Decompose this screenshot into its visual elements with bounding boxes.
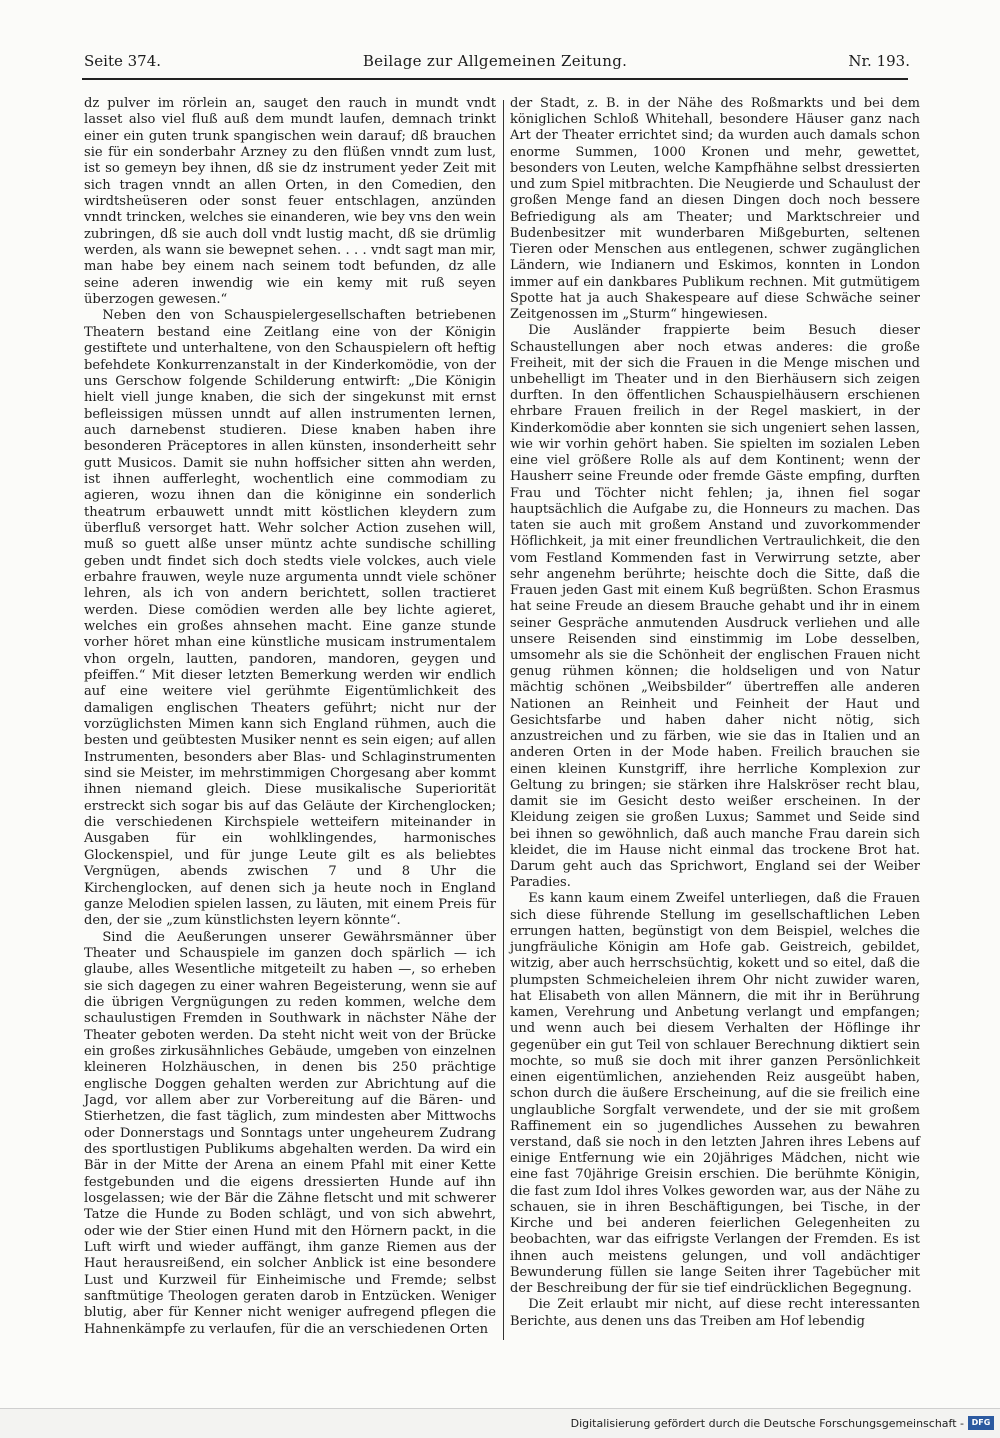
dfg-logo-icon: DFG <box>968 1416 994 1430</box>
right-paragraph-1: der Stadt, z. B. in der Nähe des Roßmarkts und bei dem königlichen Schloß Whitehall, besondere Häuser ganz nach Art der Theater errichtet sind; da wurden auch damals schon enorme Summen, 1000 Kronen und mehr, gewettet, besonders von Leuten, welche Kampfhähne selbst dressierten und zum Spiel mitbrachten. Die Neugierde und Schaulust der großen Menge fand an diesen Dingen doch noch bessere Befriedigung als am Theater; und Marktschreier und Budenbesitzer mit wunderbaren Mißgeburten, seltenen Tieren oder Menschen aus entlegenen, schwer zugänglichen Ländern, wie Indianern und Eskimos, konnten in London immer auf ein dankbares Publikum rechnen. Mit gutmütigem Spotte hat ja auch Shakespeare auf diese Schwäche seiner Zeitgenossen im „Sturm“ hingewiesen. <box>510 96 920 323</box>
funding-credit: Digitalisierung gefördert durch die Deutsche Forschungsgemeinschaft - <box>570 1417 964 1430</box>
left-paragraph-1: dz pulver im rörlein an, sauget den rauch in mundt vndt lasset also viel fluß auß dem mundt laufen, demnach trinkt einer ein guten trunk spangischen wein darauf; dß brauchen sie für ein sonderbahr Arzney zu den flüßen vnndt zum lust, ist so gemeyn bey ihnen, dß sie dz instrument yeder Zeit mit sich tragen vnndt an allen Orten, in den Comedien, den wirdtsheüseren oder sonst feuer entschlagen, anzünden vnndt trincken, welches sie einanderen, wie bey vns den wein zubringen, dß sie auch doll vndt lustig macht, dß sie drümlig werden, als wann sie bewepnet sehen. . . . vndt sagt man mir, man habe bey einem nach seinem todt befunden, dz alle seine aderen inwendig wie ein kemy mit ruß seyen überzogen gewesen.“ <box>84 96 496 308</box>
right-paragraph-2: Die Ausländer frappierte beim Besuch dieser Schaustellungen aber noch etwas anderes: die große Freiheit, mit der sich die Frauen in die Menge mischen und unbehelligt im Theater und in den Bierhäusern sich zeigen durften. In den öffentlichen Schauspielhäusern erschienen ehrbare Frauen freilich in der Regel maskiert, in der Kinderkomödie aber konnten sie sich ungeniert sehen lassen, wie wir vorhin gehört haben. Sie spielten im sozialen Leben eine viel größere Rolle als auf dem Kontinent; wenn der Hausherr seine Freunde oder fremde Gäste empfing, durften Frau und Töchter nicht fehlen; ja, ihnen fiel sogar hauptsächlich die Aufgabe zu, die Honneurs zu machen. Das taten sie auch mit großem Anstand und zuvorkommender Höflichkeit, ja mit einer freundlichen Vertraulichkeit, die den vom Festland Kommenden fast in Verwirrung setzte, aber sehr angenehm berührte; heischte doch die Sitte, daß die Frauen jeden Gast mit einem Kuß begrüßten. Schon Erasmus hat seine Freude an diesem Brauche gehabt und ihr in einem seiner Gespräche anmutenden Ausdruck verliehen und alle unsere Reisenden sind einstimmig im Lobe desselben, umsomehr als sie die Schönheit der englischen Frauen nicht genug rühmen können; die holdseligen und von Natur mächtig schönen „Weibsbilder“ übertreffen alle anderen Nationen an Reinheit und Feinheit der Haut und Gesichtsfarbe und haben daher nicht nötig, sich anzustreichen und zu färben, wie sie das in Italien und an anderen Orten in der Mode haben. Freilich brauchen sie einen kleinen Kunstgriff, ihre herrliche Komplexion zur Geltung zu bringen; sie stärken ihre Halskröser recht blau, damit sie im Gesicht desto weißer erscheinen. In der Kleidung zeigen sie großen Luxus; Sammet und Seide sind bei ihnen so gewöhnlich, daß auch manche Frau darein sich kleidet, die im Hause nicht einmal das trockene Brot hat. Darum geht auch das Sprichwort, England sei der Weiber Paradies. <box>510 323 920 891</box>
right-column <box>510 96 920 1330</box>
header-rule <box>82 78 908 80</box>
page-header <box>80 52 910 76</box>
page-number: Seite 374. <box>84 52 162 70</box>
digitization-footer <box>0 1408 1000 1438</box>
left-paragraph-3: Sind die Aeußerungen unserer Gewährsmänner über Theater und Schauspiele im ganzen doch spärlich — ich glaube, alles Wesentliche mitgeteilt zu haben —, so erheben sie sich dagegen zu einer wahren Begeisterung, wenn sie auf die übrigen Vergnügungen zu reden kommen, welche dem schaulustigen Fremden in Southwark in nächster Nähe der Theater geboten werden. Da steht nicht weit von der Brücke ein großes zirkusähnliches Gebäude, umgeben von einzelnen kleineren Holzhäuschen, in denen bis 250 prächtige englische Doggen gehalten werden zur Abrichtung auf die Jagd, vor allem aber zur Vorbereitung auf die Bären- und Stierhetzen, die fast täglich, zum mindesten aber Mittwochs oder Donnerstags und Sonntags unter ungeheurem Zudrang des sportlustigen Publikums abgehalten werden. Da wird ein Bär in der Mitte der Arena an einem Pfahl mit einer Kette festgebunden und die eigens dressierten Hunde auf ihn losgelassen; wie der Bär die Zähne fletscht und mit schwerer Tatze die Hunde zu Boden schlägt, und von sich abwehrt, oder wie der Stier einen Hund mit den Hörnern packt, in die Luft wirft und wieder auffängt, ihm ganze Riemen aus der Haut herausreißend, ein solcher Anblick ist eine besondere Lust und Kurzweil für Einheimische und Fremde; selbst sanftmütige Theologen geraten darob in Entzücken. Weniger blutig, aber für Kenner nicht weniger aufregend pflegen die Hahnenkämpfe zu verlaufen, für die an verschiedenen Orten <box>84 929 496 1337</box>
column-divider <box>503 100 504 1340</box>
issue-number: Nr. 193. <box>848 52 910 70</box>
left-column <box>84 96 496 1338</box>
right-paragraph-3: Es kann kaum einem Zweifel unterliegen, daß die Frauen sich diese führende Stellung im gesellschaftlichen Leben errungen hatten, begünstigt von dem Beispiel, welches die jungfräuliche Königin am Hofe gab. Geistreich, gebildet, witzig, aber auch herrschsüchtig, kokett und so eitel, daß die plumpsten Schmeicheleien ihrem Ohr nicht zuwider waren, hat Elisabeth von allen Männern, die mit ihr in Berührung kamen, Verehrung und Anbetung verlangt und empfangen; und wenn auch bei diesem Verhalten der Höflinge ihr gegenüber ein gut Teil von schlauer Berechnung diktiert sein mochte, so muß sie doch mit ihrer ganzen Persönlichkeit einen eigentümlichen, anziehenden Reiz ausgeübt haben, schon durch die äußere Erscheinung, auf die sie freilich eine unglaubliche Sorgfalt verwendete, und der sie mit großem Raffinement ein so jugendliches Aussehen zu bewahren verstand, daß sie noch in den letzten Jahren ihres Lebens auf einige Entfernung wie ein 20jähriges Mädchen, nicht wie eine fast 70jährige Greisin erschien. Die berühmte Königin, die fast zum Idol ihres Volkes geworden war, aus der Nähe zu schauen, sie in ihren Beschäftigungen, bei Tische, in der Kirche und bei anderen feierlichen Gelegenheiten zu beobachten, war das eifrigste Verlangen der Fremden. Es ist ihnen auch meistens gelungen, und voll andächtiger Bewunderung füllen sie lange Seiten ihrer Tagebücher mit der Beschreibung der für sie tief eindrücklichen Begegnung. <box>510 891 920 1297</box>
left-paragraph-2: Neben den von Schauspielergesellschaften betriebenen Theatern bestand eine Zeitlang eine von der Königin gestiftete und unterhaltene, von den Schauspielern oft heftig befehdete Konkurrenzanstalt in der Kinderkomödie, von der uns Gerschow folgende Schilderung entwirft: „Die Königin hielt viell junge knaben, die sich der singekunst mit ernst befleissigen müssen unndt auf allen instrumenten lernen, auch darnebenst studieren. Diese knaben haben ihre besonderen Präceptores in allen künsten, insonderheitt sehr gutt Musicos. Damit sie nuhn hoffsicher sitten ahn werden, ist ihnen aufferleght, wochentlich eine commodiam zu agieren, wozu ihnen dan die königinne ein sonderlich theatrum erbauwett unndt mitt köstlichen kleydern zum überfluß versorget hatt. Wehr solcher Action zusehen will, muß so guett alße unser müntz achte sundische schilling geben undt findet sich doch stedts viele volckes, auch viele erbahre frauwen, weyle nuze argumenta unndt viele schöner lehren, als ich von andern berichtett, sollen tractieret werden. Diese comödien werden alle bey lichte agieret, welches ein großes ahnsehen macht. Eine ganze stunde vorher höret mhan eine künstliche musicam instrumentalem vhon orgeln, lautten, pandoren, mandoren, geygen und pfeiffen.“ Mit dieser letzten Bemerkung werden wir endlich auf eine weitere viel gerühmte Eigentümlichkeit des damaligen englischen Theaters geführt; nicht nur der vorzüglichsten Mimen kann sich England rühmen, auch die besten und geübtesten Musiker nennt es sein eigen; auf allen Instrumenten, besonders aber Blas- und Schlaginstrumenten sind sie Meister, im mehrstimmigen Chorgesang aber kommt ihnen niemand gleich. Diese musikalische Superiorität erstreckt sich sogar bis auf das Geläute der Kirchenglocken; die verschiedenen Kirchspiele wetteifern miteinander in Ausgaben für ein wohlklingendes, harmonisches Glockenspiel, und für junge Leute gilt es als beliebtes Vergnügen, abends zwischen 7 und 8 Uhr die Kirchenglocken, auf denen sich ja heute noch in England ganze Melodien spielen lassen, zu läuten, mit einem Preis für den, der sie „zum künstlichsten leyern könnte“. <box>84 308 496 929</box>
publication-title: Beilage zur Allgemeinen Zeitung. <box>362 52 628 70</box>
right-paragraph-4: Die Zeit erlaubt mir nicht, auf diese recht interessanten Berichte, aus denen uns das Treiben am Hof lebendig <box>510 1297 920 1329</box>
